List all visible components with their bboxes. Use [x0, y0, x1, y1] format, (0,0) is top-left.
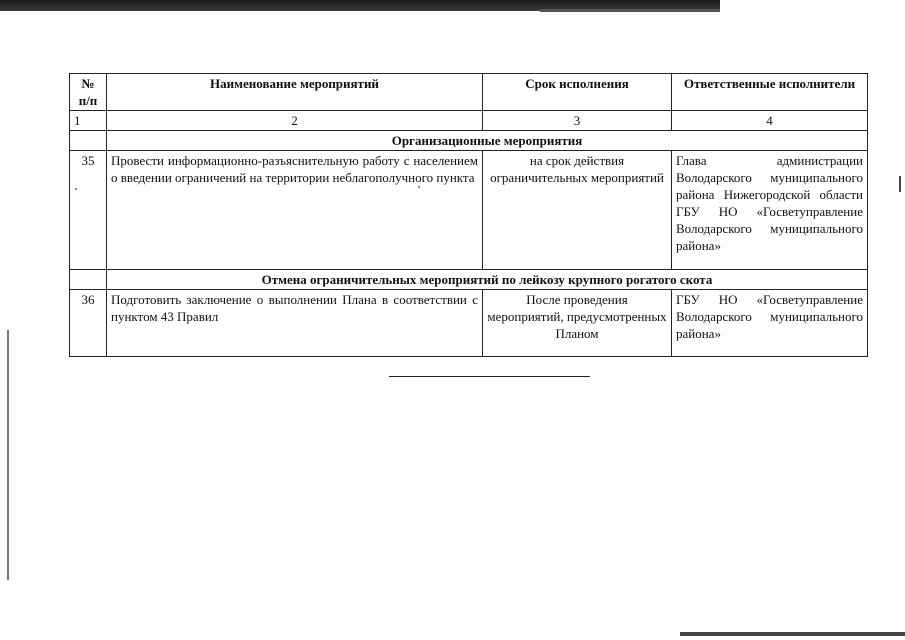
section-title: Организационные мероприятия — [107, 131, 868, 151]
row-responsible: ГБУ НО «Госветуправление Володарского муниципального района» — [672, 290, 868, 357]
header-name: Наименование мероприятий — [107, 74, 483, 111]
row-deadline: После проведения мероприятий, предусмотренных Планом — [483, 290, 672, 357]
end-of-document-line — [389, 376, 590, 377]
scan-artifact-left-line — [7, 330, 9, 580]
table-row — [70, 151, 868, 270]
section-title: Отмена ограничительных мероприятий по лейкозу крупного рогатого скота — [107, 270, 868, 290]
table-row — [70, 290, 868, 357]
header-responsible: Ответственные исполнители — [672, 74, 868, 111]
column-number-cell: 4 — [672, 111, 868, 131]
scan-artifact-bottom-bar — [680, 632, 905, 636]
header-num: № п/п — [70, 74, 107, 111]
row-deadline: на срок действия ограничительных мероприятий — [483, 151, 672, 270]
column-number-row — [70, 111, 868, 131]
row-num: 36 — [70, 290, 107, 357]
section-row — [70, 131, 868, 151]
measures-plan-table — [69, 73, 868, 357]
column-number-cell: 2 — [107, 111, 483, 131]
row-num: 35 — [70, 151, 107, 270]
scan-artifact-top-bar-edge — [540, 9, 720, 12]
section-row — [70, 270, 868, 290]
table-header-row — [70, 74, 868, 111]
scan-artifact-right-mark — [899, 176, 901, 192]
column-number-cell: 1 — [70, 111, 107, 131]
section-spacer-cell — [70, 270, 107, 290]
row-name: Провести информационно-разъяснительную работу с населением о введении ограничений на территории неблагополучного пункта — [107, 151, 483, 270]
row-name: Подготовить заключение о выполнении Плана в соответствии с пунктом 43 Правил — [107, 290, 483, 357]
header-deadline: Срок исполнения — [483, 74, 672, 111]
section-spacer-cell — [70, 131, 107, 151]
row-responsible: Глава администрации Володарского муниципального района Нижегородской области ГБУ НО «Госветуправление Володарского муниципального района» — [672, 151, 868, 270]
column-number-cell: 3 — [483, 111, 672, 131]
